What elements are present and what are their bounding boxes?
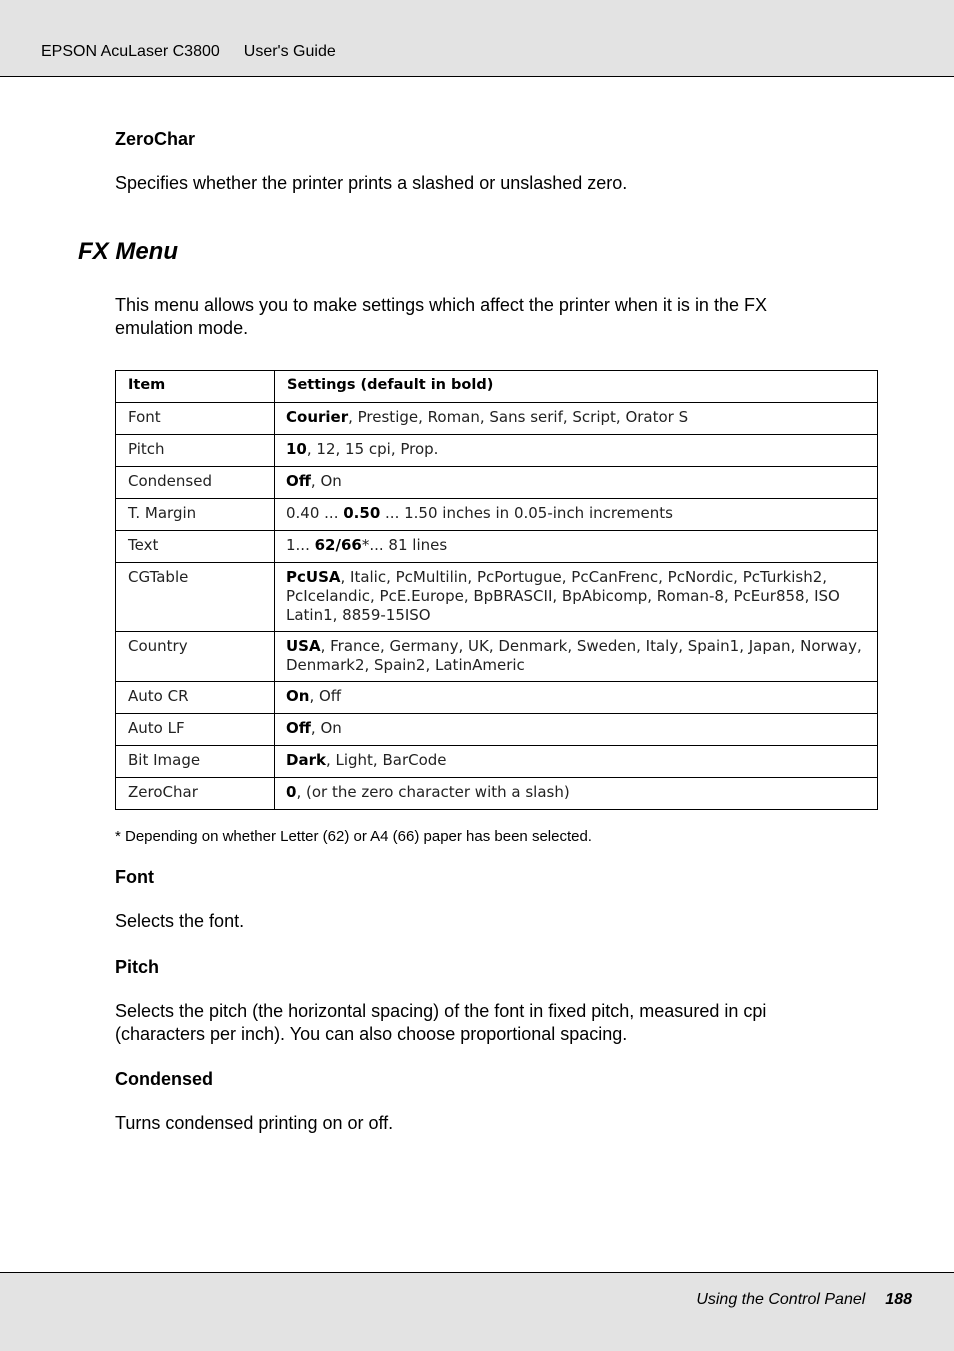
pitch-heading: Pitch xyxy=(115,957,160,977)
table-row xyxy=(116,714,878,746)
zerochar-heading: ZeroChar xyxy=(115,129,196,149)
table-cell-settings xyxy=(275,778,878,810)
setting-default: PcUSA xyxy=(286,568,341,586)
condensed-heading: Condensed xyxy=(115,1069,214,1089)
table-cell-settings xyxy=(275,403,878,435)
zerochar-description: Specifies whether the printer prints a slashed or unslashed zero. xyxy=(115,173,628,193)
table-header-settings: Settings (default in bold) xyxy=(275,371,878,403)
table-cell-item: ZeroChar xyxy=(116,778,275,810)
setting-default: On xyxy=(286,687,310,705)
font-description: Selects the font. xyxy=(115,911,245,931)
table-cell-settings xyxy=(275,682,878,714)
page-number: 188 xyxy=(885,1291,912,1308)
setting-default: USA xyxy=(286,637,321,655)
setting-options: *... 81 lines xyxy=(361,536,448,554)
setting-options: ... 1.50 inches in 0.05-inch increments xyxy=(380,504,673,522)
setting-options: , On xyxy=(310,719,342,737)
table-cell-settings xyxy=(275,714,878,746)
table-header-item: Item xyxy=(116,371,275,403)
header-product: EPSON AcuLaser C3800 xyxy=(41,43,220,60)
footer-section: Using the Control Panel xyxy=(696,1291,866,1308)
setting-options: , Off xyxy=(309,687,342,705)
setting-prefix: 0.40 ... xyxy=(286,504,344,522)
setting-default: Dark xyxy=(286,751,326,769)
table-cell-item: Country xyxy=(116,632,275,682)
footer-text xyxy=(696,1291,912,1309)
setting-options: , Prestige, Roman, Sans serif, Script, Orator S xyxy=(348,408,689,426)
setting-default: 0.50 xyxy=(343,504,381,522)
table-cell-item: T. Margin xyxy=(116,499,275,531)
pitch-description-line2: (characters per inch). You can also choose proportional spacing. xyxy=(115,1024,628,1044)
table-row xyxy=(116,467,878,499)
condensed-description: Turns condensed printing on or off. xyxy=(115,1113,394,1133)
table-cell-settings xyxy=(275,531,878,563)
table-cell-item: Font xyxy=(116,403,275,435)
table-row xyxy=(116,682,878,714)
table-cell-item: Bit Image xyxy=(116,746,275,778)
table-body xyxy=(116,403,878,810)
table-row xyxy=(116,778,878,810)
table-cell-item: CGTable xyxy=(116,563,275,632)
table-row xyxy=(116,403,878,435)
setting-default: Courier xyxy=(286,408,349,426)
pitch-description-line1: Selects the pitch (the horizontal spacing) of the font in fixed pitch, measured in cpi xyxy=(115,1001,767,1021)
header-guide: User's Guide xyxy=(243,43,336,60)
setting-prefix: 1... xyxy=(286,536,315,554)
setting-default: 62/66 xyxy=(314,536,362,554)
table-cell-item: Auto CR xyxy=(116,682,275,714)
setting-default: Off xyxy=(286,472,311,490)
table-row xyxy=(116,746,878,778)
page-footer xyxy=(0,1272,954,1351)
setting-default: 0 xyxy=(286,783,297,801)
setting-options: , Light, BarCode xyxy=(325,751,447,769)
table-row xyxy=(116,499,878,531)
table-cell-item: Pitch xyxy=(116,435,275,467)
setting-default: Off xyxy=(286,719,311,737)
setting-options: , Italic, PcMultilin, PcPortugue, PcCanFrenc, PcNordic, PcTurkish2, PcIcelandic, PcE.Europe, BpBRASCII, BpAbicomp, Roman-8, PcEur858, ISO Latin1, 8859-15ISO xyxy=(286,568,840,624)
table-cell-settings xyxy=(275,632,878,682)
table-cell-settings xyxy=(275,563,878,632)
table-cell-settings xyxy=(275,499,878,531)
setting-options: , (or the zero character with a slash) xyxy=(296,783,570,801)
table-cell-settings xyxy=(275,435,878,467)
fx-menu-title: FX Menu xyxy=(78,238,178,265)
setting-options: , 12, 15 cpi, Prop. xyxy=(306,440,439,458)
setting-default: 10 xyxy=(286,440,307,458)
fx-menu-settings-table xyxy=(115,370,878,810)
fx-menu-intro-line1: This menu allows you to make settings which affect the printer when it is in the FX xyxy=(115,295,767,315)
header-text xyxy=(41,43,336,61)
table-cell-settings xyxy=(275,467,878,499)
fx-menu-intro xyxy=(115,294,767,340)
table-cell-settings xyxy=(275,746,878,778)
table-row xyxy=(116,435,878,467)
fx-menu-intro-line2: emulation mode. xyxy=(115,318,249,338)
table-header-row xyxy=(116,371,878,403)
font-heading: Font xyxy=(115,867,154,887)
setting-options: , France, Germany, UK, Denmark, Sweden, Italy, Spain1, Japan, Norway, Denmark2, Spain2, LatinAmeric xyxy=(286,637,862,674)
table-row xyxy=(116,531,878,563)
table-cell-item: Text xyxy=(116,531,275,563)
table-footnote: * Depending on whether Letter (62) or A4 (66) paper has been selected. xyxy=(115,828,592,845)
pitch-description xyxy=(115,1000,766,1046)
setting-options: , On xyxy=(310,472,342,490)
table-row xyxy=(116,632,878,682)
table-cell-item: Auto LF xyxy=(116,714,275,746)
page-header xyxy=(0,0,954,77)
table-row xyxy=(116,563,878,632)
table-cell-item: Condensed xyxy=(116,467,275,499)
